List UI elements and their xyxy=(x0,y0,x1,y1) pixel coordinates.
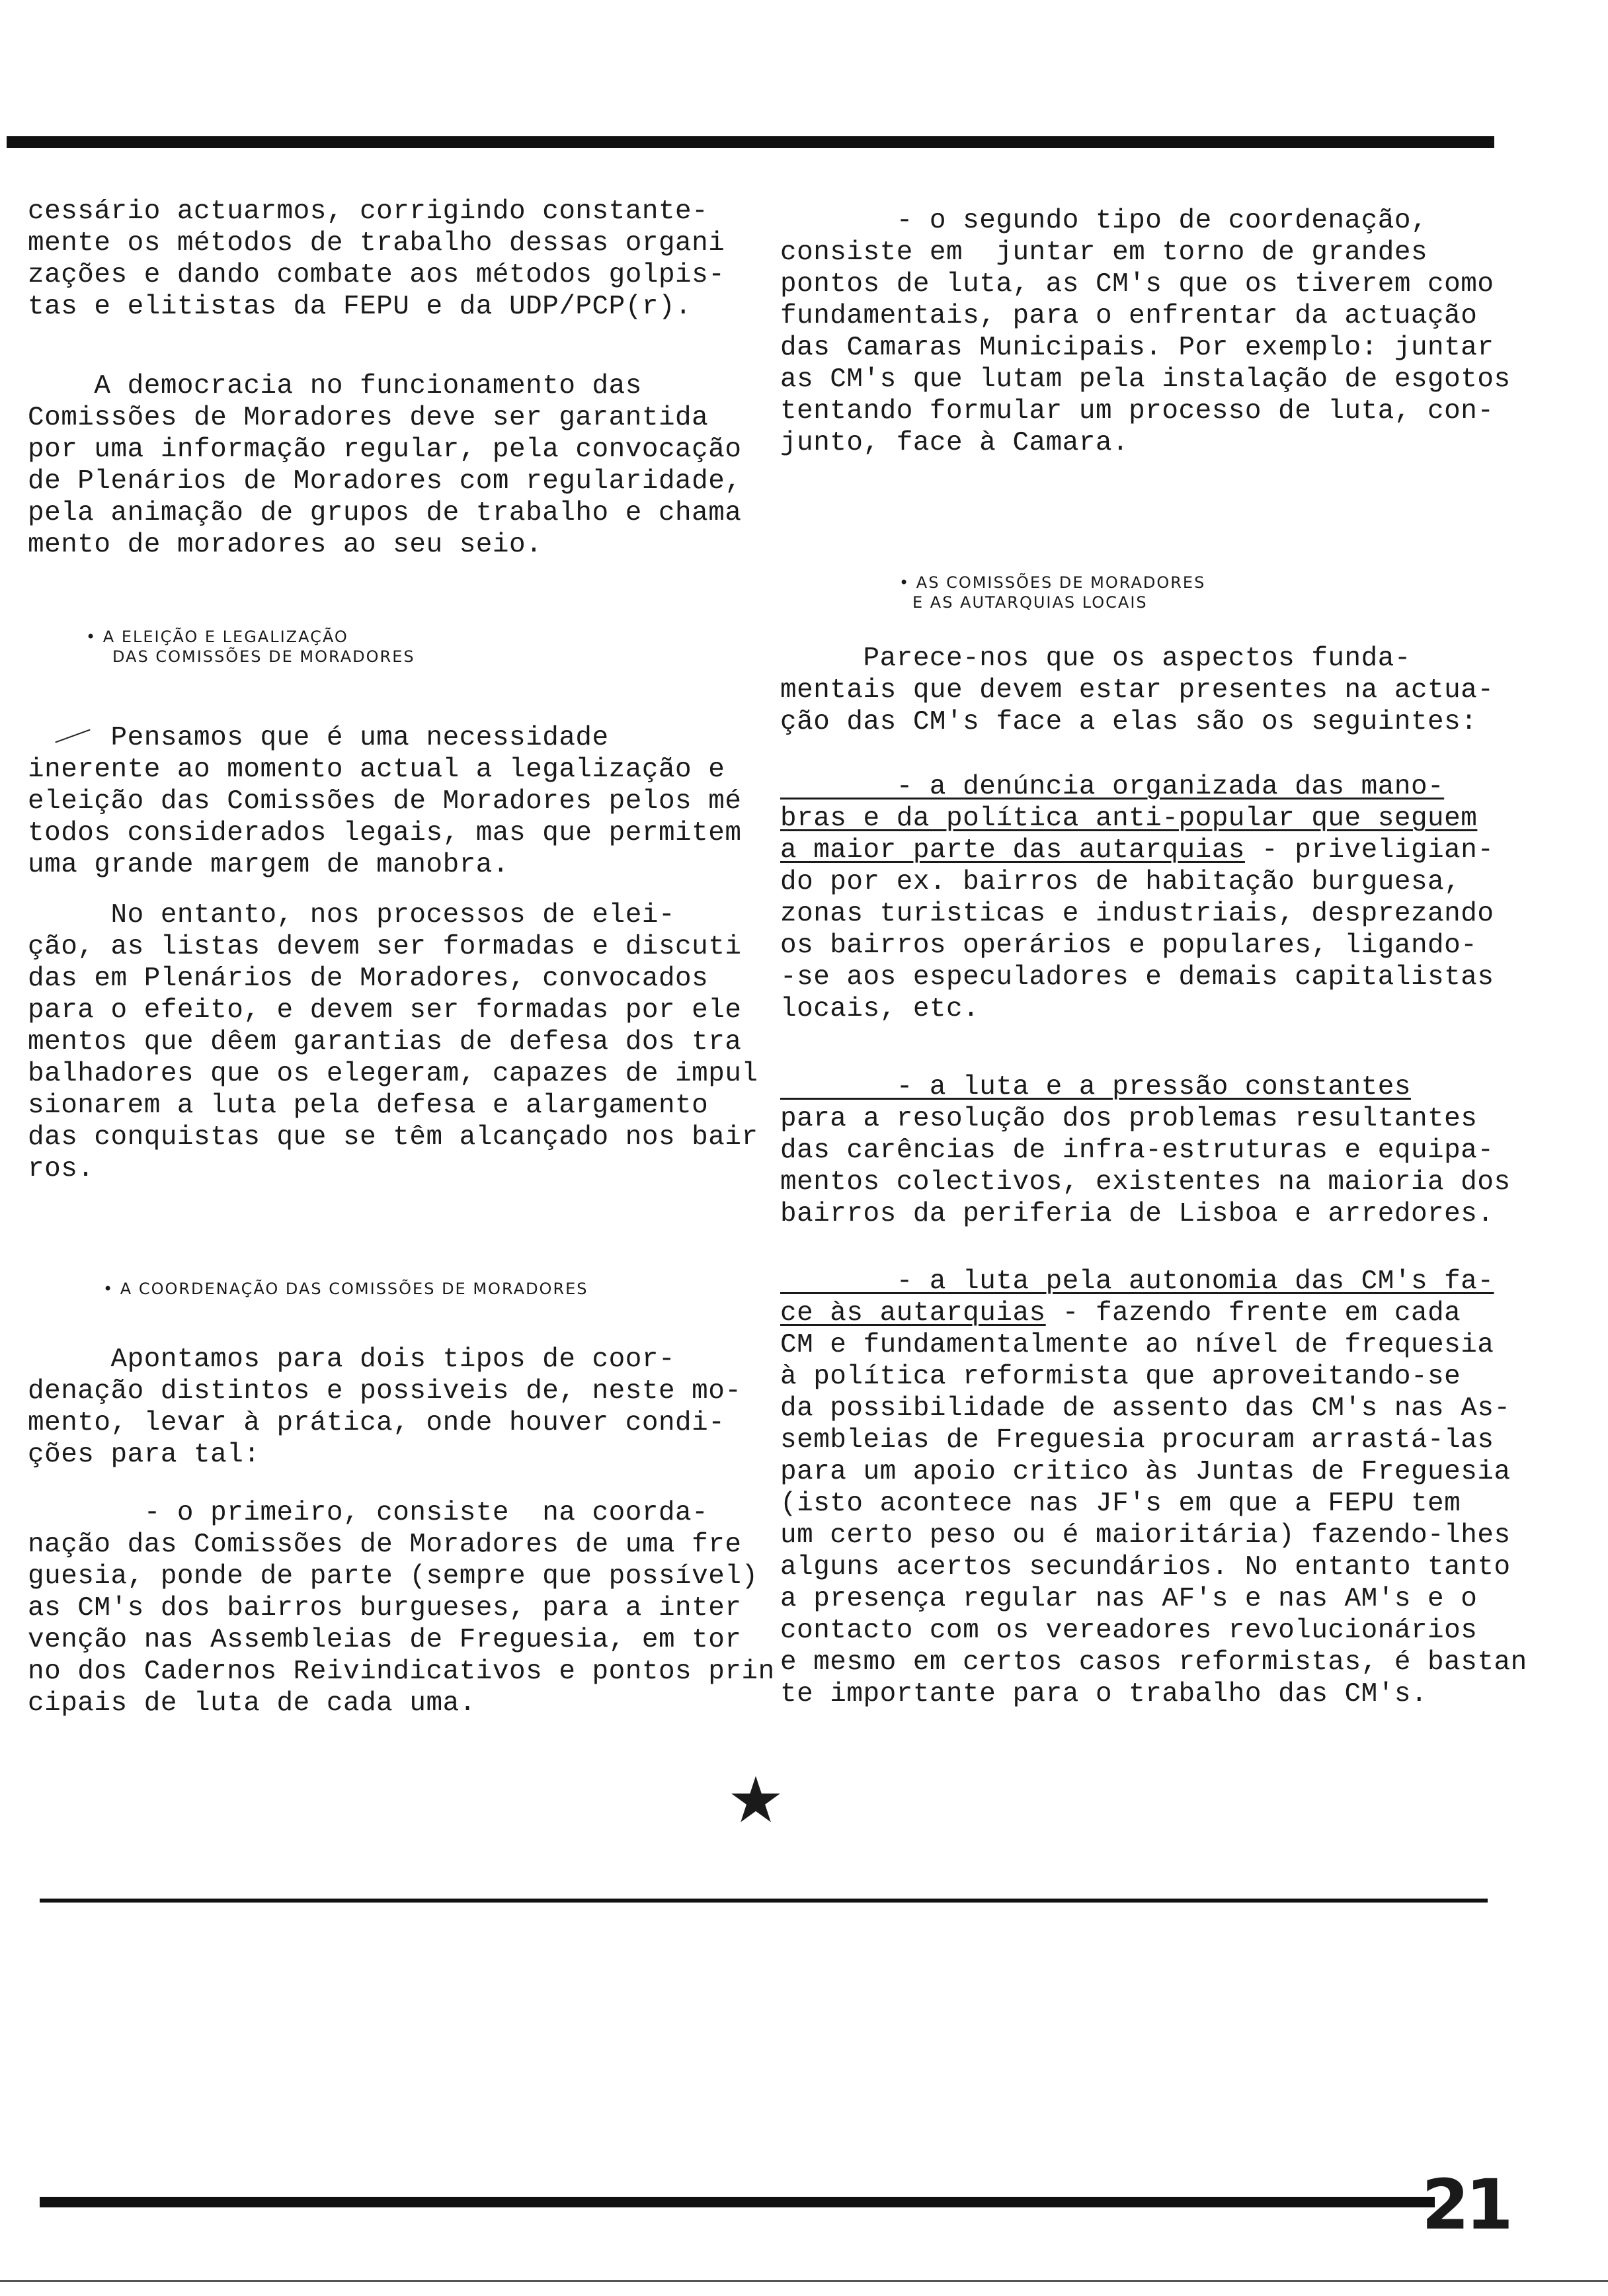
text-line: Parece-nos que os aspectos funda- xyxy=(780,643,1411,674)
text-line: de Plenários de Moradores com regularidade, xyxy=(28,466,742,497)
text-line: das conquistas que se têm alcançado nos bair xyxy=(28,1122,758,1153)
left-para-pensamos xyxy=(28,722,755,881)
text-line: contacto com os vereadores revolucionários xyxy=(780,1616,1478,1646)
text-line: pela animação de grupos de trabalho e chama xyxy=(28,498,742,528)
text-line: denação distintos e possiveis de, neste mo- xyxy=(28,1376,742,1407)
text-line: (isto acontece nas JF's em que a FEPU tem xyxy=(780,1489,1461,1519)
left-para-primeiro xyxy=(28,1497,775,1719)
text-line: zações e dando combate aos métodos golpis- xyxy=(28,260,725,290)
text-line: para o efeito, e devem ser formadas por ele xyxy=(28,995,742,1026)
text-line: para um apoio critico às Juntas de Freguesia xyxy=(780,1457,1511,1487)
text-line: sembleias de Freguesia procuram arrastá-las xyxy=(780,1425,1494,1456)
text-line: das em Plenários de Moradores, convocados xyxy=(28,964,709,994)
right-para-denuncia xyxy=(780,771,1541,1025)
text-line: junto, face à Camara. xyxy=(780,428,1129,458)
text-line: ros. xyxy=(28,1154,95,1184)
text-line: e mesmo em certos casos reformistas, é bastan xyxy=(780,1647,1527,1678)
text-line: - a denúncia organizada das mano- xyxy=(780,772,1445,802)
text-line: do por ex. bairros de habitação burguesa, xyxy=(780,867,1461,897)
mid-rule xyxy=(40,1899,1488,1903)
text-line: a presença regular nas AF's e nas AM's e o xyxy=(780,1584,1478,1614)
text-line: no dos Cadernos Reivindicativos e pontos prin xyxy=(28,1657,775,1687)
page-number: 21 xyxy=(1422,2164,1509,2245)
right-para-segundo xyxy=(780,205,1541,459)
text-line: mente os métodos de trabalho dessas organi xyxy=(28,228,725,259)
text-line: ção das CM's face a elas são os seguintes: xyxy=(780,707,1478,737)
text-line: as CM's dos bairros burgueses, para a inter xyxy=(28,1593,742,1623)
text-line: das carências de infra-estruturas e equipa- xyxy=(780,1135,1494,1166)
right-para-parece xyxy=(780,643,1541,738)
right-para-autonomia xyxy=(780,1266,1541,1710)
text-line: consiste em juntar em torno de grandes xyxy=(780,237,1428,268)
text-line: bras e da política anti-popular que seguem xyxy=(780,803,1478,834)
text-line: - o segundo tipo de coordenação, xyxy=(780,206,1428,236)
top-rule xyxy=(7,136,1494,148)
text-line: mentos colectivos, existentes na maioria dos xyxy=(780,1167,1511,1198)
text-line: ção, as listas devem ser formadas e discuti xyxy=(28,932,742,962)
text-line: CM e fundamentalmente ao nível de frequesia xyxy=(780,1330,1494,1360)
text-line: a maior parte das autarquias - priveligian- xyxy=(780,835,1494,866)
text-line: pontos de luta, as CM's que os tiverem como xyxy=(780,269,1494,300)
section-heading-coordenacao: • A COORDENAÇÃO DAS COMISSÕES DE MORADORES xyxy=(103,1280,588,1298)
text-line: fundamentais, para o enfrentar da actuação xyxy=(780,301,1478,331)
text-line: Comissões de Moradores deve ser garantida xyxy=(28,403,709,433)
text-line: guesia, ponde de parte (sempre que possível) xyxy=(28,1561,758,1592)
text-line: locais, etc. xyxy=(780,994,980,1024)
section-heading-eleicao: • A ELEIÇÃO E LEGALIZAÇÃO DAS COMISSÕES DE MORADORES xyxy=(86,628,415,666)
text-line: cipais de luta de cada uma. xyxy=(28,1688,476,1719)
text-line: - a luta pela autonomia das CM's fa- xyxy=(780,1266,1494,1297)
text-line: mentais que devem estar presentes na actua- xyxy=(780,675,1494,706)
text-line: por uma informação regular, pela convocação xyxy=(28,434,742,465)
text-line: mento, levar à prática, onde houver condi- xyxy=(28,1408,725,1438)
text-line: - o primeiro, consiste na coorda- xyxy=(28,1498,709,1528)
text-line: bairros da periferia de Lisboa e arredores. xyxy=(780,1199,1494,1229)
text-line: Pensamos que é uma necessidade xyxy=(28,723,609,753)
text-line: uma grande margem de manobra. xyxy=(28,850,510,880)
text-line: te importante para o trabalho das CM's. xyxy=(780,1679,1428,1709)
text-line: tentando formular um processo de luta, con- xyxy=(780,396,1494,427)
left-column xyxy=(28,196,755,323)
left-para-apontamos xyxy=(28,1344,755,1471)
text-line: eleição das Comissões de Moradores pelos mé xyxy=(28,786,742,817)
bottom-rule xyxy=(40,2197,1435,2207)
text-line: da possibilidade de assento das CM's nas As- xyxy=(780,1393,1511,1424)
text-line: sionarem a luta pela defesa e alargamento xyxy=(28,1090,709,1121)
text-line: -se aos especuladores e demais capitalistas xyxy=(780,962,1494,993)
text-line: à política reformista que aproveitando-se xyxy=(780,1362,1461,1392)
text-line: cessário actuarmos, corrigindo constante- xyxy=(28,196,709,227)
footer-rule xyxy=(0,2280,1608,2282)
text-line: para a resolução dos problemas resultantes xyxy=(780,1104,1478,1134)
text-line: No entanto, nos processos de elei- xyxy=(28,900,676,930)
text-line: venção nas Assembleias de Freguesia, em tor xyxy=(28,1625,742,1655)
text-line: zonas turisticas e industriais, desprezando xyxy=(780,899,1494,929)
text-line: alguns acertos secundários. No entanto tanto xyxy=(780,1552,1511,1582)
left-para-democracia xyxy=(28,370,755,561)
star-icon: ★ xyxy=(727,1763,785,1837)
text-line: as CM's que lutam pela instalação de esgotos xyxy=(780,364,1511,395)
text-line: Apontamos para dois tipos de coor- xyxy=(28,1344,676,1375)
text-line: ções para tal: xyxy=(28,1440,261,1470)
text-line: - a luta e a pressão constantes xyxy=(780,1072,1411,1102)
section-heading-autarquias: • AS COMISSÕES DE MORADORES E AS AUTARQUIAS LOCAIS xyxy=(899,573,1206,612)
text-line: tas e elitistas da FEPU e da UDP/PCP(r). xyxy=(28,292,692,322)
text-line: A democracia no funcionamento das xyxy=(28,371,642,401)
text-line: mentos que dêem garantias de defesa dos tra xyxy=(28,1027,742,1057)
text-line: os bairros operários e populares, ligando- xyxy=(780,930,1478,961)
text-line: balhadores que os elegeram, capazes de impul xyxy=(28,1059,758,1089)
text-line: das Camaras Municipais. Por exemplo: juntar xyxy=(780,333,1494,363)
text-line: mento de moradores ao seu seio. xyxy=(28,530,543,560)
text-line: um certo peso ou é maioritária) fazendo-lhes xyxy=(780,1520,1511,1551)
text-line: todos considerados legais, mas que permitem xyxy=(28,818,742,848)
left-para-no-entanto xyxy=(28,899,758,1185)
right-para-luta-pressao xyxy=(780,1071,1541,1230)
text-line: ce às autarquias - fazendo frente em cada xyxy=(780,1298,1461,1329)
text-line: inerente ao momento actual a legalização e xyxy=(28,755,725,785)
text-line: nação das Comissões de Moradores de uma fre xyxy=(28,1530,742,1560)
